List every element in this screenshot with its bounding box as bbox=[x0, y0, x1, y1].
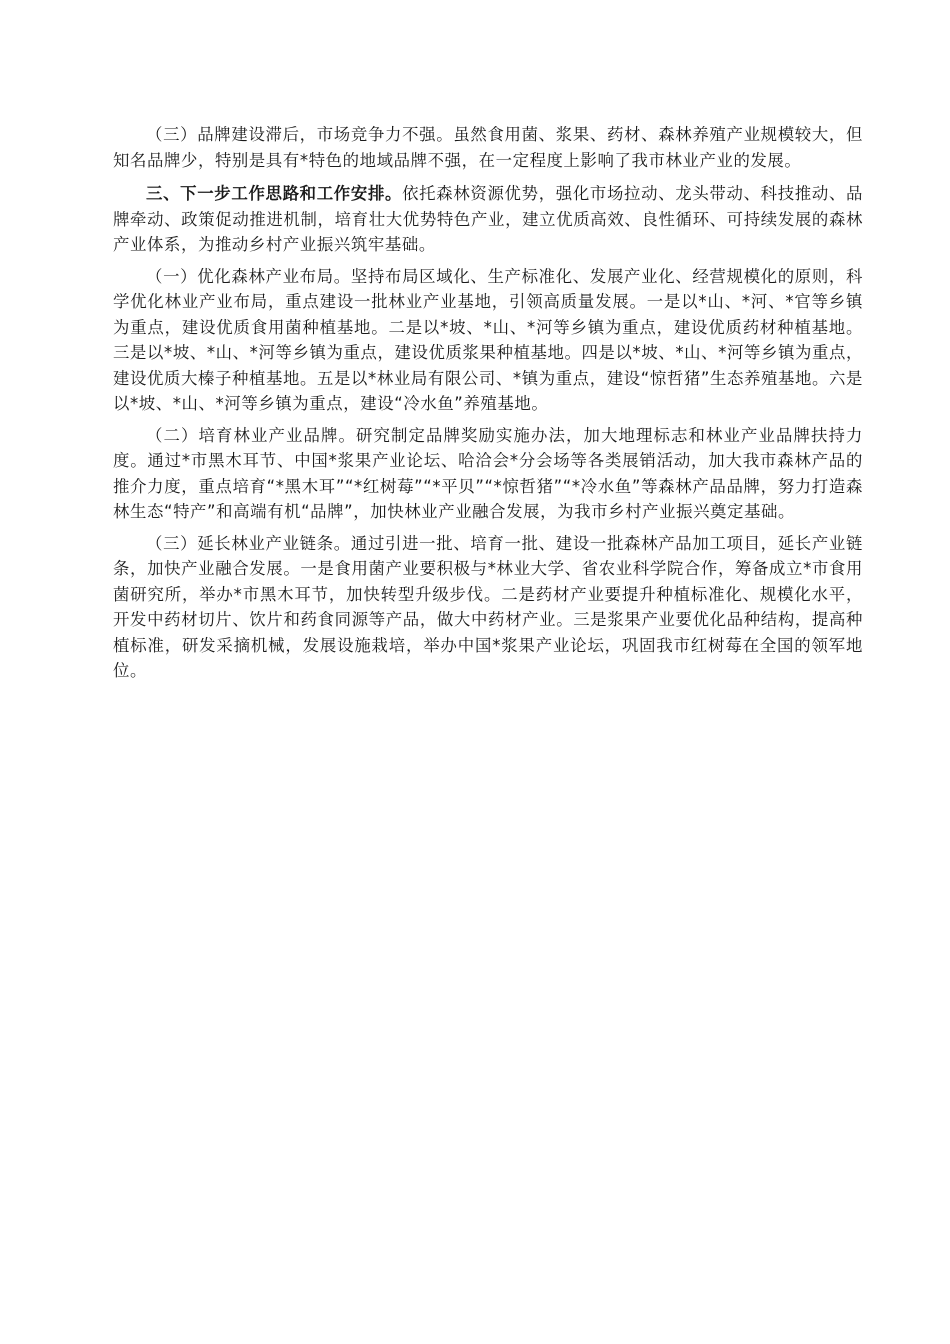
paragraph-text: （三）品牌建设滞后，市场竞争力不强。虽然食用菌、浆果、药材、森林养殖产业规模较大，但知名品牌少，特别是具有*特色的地域品牌不强，在一定程度上影响了我市林业产业的发展。 bbox=[113, 125, 863, 170]
paragraph-brand-weakness bbox=[113, 122, 863, 173]
paragraph-optimize-layout bbox=[113, 264, 863, 417]
paragraph-next-steps bbox=[113, 181, 863, 258]
paragraph-extend-chain bbox=[113, 531, 863, 684]
paragraph-text: （三）延长林业产业链条。通过引进一批、培育一批、建设一批森林产品加工项目，延长产业链条，加快产业融合发展。一是食用菌产业要积极与*林业大学、省农业科学院合作，筹备成立*市食用菌研究所，举办*市黑木耳节，加快转型升级步伐。二是药材产业要提升种植标准化、规模化水平，开发中药材切片、饮片和药食同源等产品，做大中药材产业。三是浆果产业要优化品种结构，提高种植标准，研发采摘机械，发展设施栽培，举办中国*浆果产业论坛，巩固我市红树莓在全国的领军地位。 bbox=[113, 533, 863, 680]
document-body bbox=[113, 122, 863, 690]
paragraph-cultivate-brands bbox=[113, 423, 863, 525]
paragraph-text: 依托森林资源优势，强化市场拉动、龙头带动、科技推动、品牌牵动、政策促动推进机制，培育壮大优势特色产业，建立优质高效、良性循环、可持续发展的森林产业体系，为推动乡村产业振兴筑牢基础。 bbox=[113, 184, 864, 254]
paragraph-text: （二）培育林业产业品牌。研究制定品牌奖励实施办法，加大地理标志和林业产业品牌扶持力度。通过*市黑木耳节、中国*浆果产业论坛、哈洽会*分会场等各类展销活动，加大我市森林产品的推介力度，重点培育“*黑木耳”“*红树莓”“*平贝”“*惊哲猪”“*冷水鱼”等森林产品品牌，努力打造森林生态“特产”和高端有机“品牌”，加快林业产业融合发展，为我市乡村产业振兴奠定基础。 bbox=[113, 425, 863, 521]
paragraph-text: （一）优化森林产业布局。坚持布局区域化、生产标准化、发展产业化、经营规模化的原则，科学优化林业产业布局，重点建设一批林业产业基地，引领高质量发展。一是以*山、*河、*官等乡镇为重点，建设优质食用菌种植基地。二是以*坡、*山、*河等乡镇为重点，建设优质药材种植基地。三是以*坡、*山、*河等乡镇为重点，建设优质浆果种植基地。四是以*坡、*山、*河等乡镇为重点，建设优质大榛子种植基地。五是以*林业局有限公司、*镇为重点，建设“惊哲猪”生态养殖基地。六是以*坡、*山、*河等乡镇为重点，建设“冷水鱼”养殖基地。 bbox=[113, 266, 863, 413]
section-heading: 三、下一步工作思路和工作安排。 bbox=[146, 184, 403, 203]
